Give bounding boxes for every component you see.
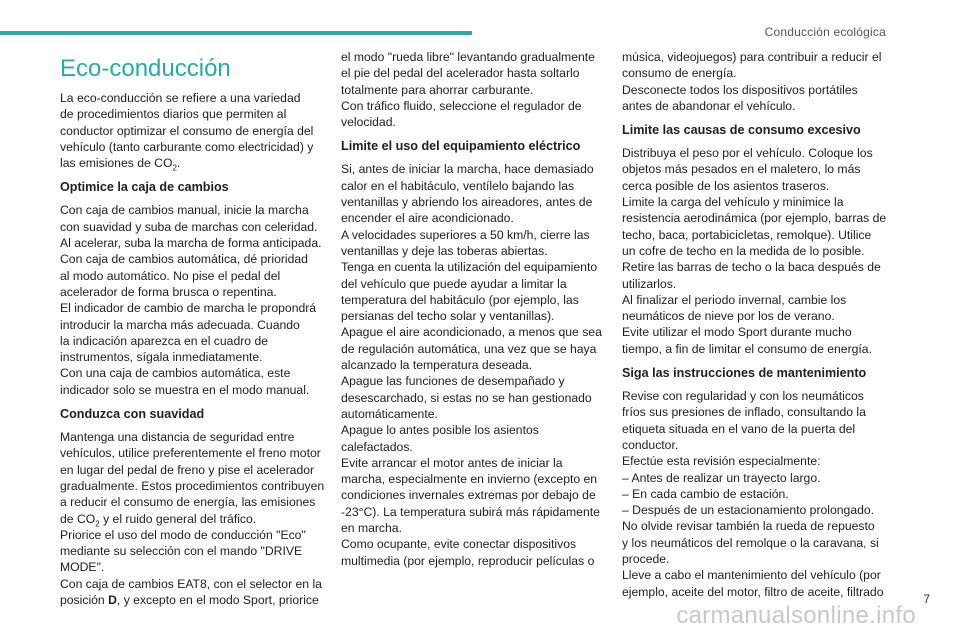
continued-paragraph: música, videojuegos) para contribuir a reducir el consumo de energía. Desconecte todos los dispositivos portátiles antes de abandonar el vehículo. xyxy=(622,50,882,113)
gearbox-paragraph: Con caja de cambios manual, inicie la marcha con suavidad y suba de marchas con celeridad. Al acelerar, suba la marcha de forma anticipada. Con caja de cambios automática, dé prioridad al modo automático. No pise el pedal del acelerador de forma brusca o repentina. El indicador de cambio de marcha le propondrá introducir la marcha más adecuada. Cuando la indicación aparezca en el cuadro de instrumentos, sígala inmediatamente. Con una caja de cambios automática, este indicador solo se muestra en el modo manual. xyxy=(60,203,322,397)
page-number: 7 xyxy=(923,592,930,606)
heading-electrical-equipment: Limite el uso del equipamiento eléctrico xyxy=(341,139,581,154)
heading-excess-consumption: Limite las causas de consumo excesivo xyxy=(622,123,861,138)
column-1 xyxy=(60,54,342,608)
continued-paragraph: el modo "rueda libre" levantando gradualmente el pie del pedal del acelerador hasta soltarlo totalmente para ahorrar carburante. Con tráfico fluido, seleccione el regulador de velocidad. xyxy=(341,50,595,130)
header-accent-bar xyxy=(0,31,472,35)
section-title: Conducción ecológica xyxy=(764,25,886,39)
heading-maintenance: Siga las instrucciones de mantenimiento xyxy=(622,366,867,381)
maintenance-paragraph: Revise con regularidad y con los neumáticos fríos sus presiones de inflado, consultando la etiqueta situada en el vano de la puerta del conductor. Efectúe esta revisión especialmente: – Antes de realizar un trayecto largo. – En cada cambio de estación. – Después de un estacionamiento prolongado. No olvide revisar también la rueda de repuesto y los neumáticos del remolque o la caravana, si procede. Lleve a cabo el mantenimiento del vehículo (por ejemplo, aceite del motor, filtro de aceite, filtrado xyxy=(622,389,884,599)
column-2 xyxy=(341,49,623,569)
watermark: carmanualsonline.info xyxy=(676,602,916,629)
heading-gearbox: Optimice la caja de cambios xyxy=(60,180,229,195)
column-3 xyxy=(622,49,904,600)
heading-smooth-driving: Conduzca con suavidad xyxy=(60,407,205,422)
smooth-driving-paragraph: Mantenga una distancia de seguridad entre vehículos, utilice preferentemente el freno motor en lugar del pedal de freno y pise el acelerador gradualmente. Estos procedimientos contribuyen a reducir el consumo de energía, las emisiones de $CO_2$ y el ruido general del tráfico. Priorice el uso del modo de conducción "Eco" mediante su selección con el mando "DRIVE MODE". Con caja de cambios EAT8, con el selector en la posición D, y excepto en el modo Sport, priorice xyxy=(60,430,325,608)
excess-consumption-paragraph: Distribuya el peso por el vehículo. Coloque los objetos más pesados en el maletero, lo más cerca posible de los asientos traseros. Limite la carga del vehículo y minimice la resistencia aerodinámica (por ejemplo, barras de techo, baca, portabicicletas, remolque). Utilice un cofre de techo en la medida de lo posible. Retire las barras de techo o la baca después de utilizarlos. Al finalizar el periodo invernal, cambie los neumáticos de nieve por los de verano. Evite utilizar el modo Sport durante mucho tiempo, a fin de limitar el consumo de energía. xyxy=(622,146,887,356)
intro-paragraph: La eco-conducción se refiere a una variedad de procedimientos diarios que permiten al conductor optimizar el consumo de energía del vehículo (tanto carburante como electricidad) y las emisiones de $CO_2$. xyxy=(60,91,314,173)
electrical-equipment-paragraph: Si, antes de iniciar la marcha, hace demasiado calor en el habitáculo, ventílelo bajando las ventanillas y abriendo los aireadores, antes de encender el aire acondicionado. A velocidades superiores a 50 km/h, cierre las ventanillas y deje las toberas abiertas. Tenga en cuenta la utilización del equipamiento del vehículo que puede ayudar a limitar la temperatura del habitáculo (por ejemplo, las persianas del techo solar y ventanillas). Apague el aire acondicionado, a menos que sea de regulación automática, una vez que se haya alcanzado la temperatura deseada. Apague las funciones de desempañado y desescarchado, si estas no se han gestionado automáticamente. Apague lo antes posible los asientos calefactados. Evite arrancar el motor antes de iniciar la marcha, especialmente en invierno (excepto en condiciones invernales extremas por debajo de -23°C). La temperatura subirá más rápidamente en marcha. Como ocupante, evite conectar dispositivos multimedia (por ejemplo, reproducir películas o xyxy=(341,162,602,568)
page-title: Eco-conducción xyxy=(60,55,231,82)
